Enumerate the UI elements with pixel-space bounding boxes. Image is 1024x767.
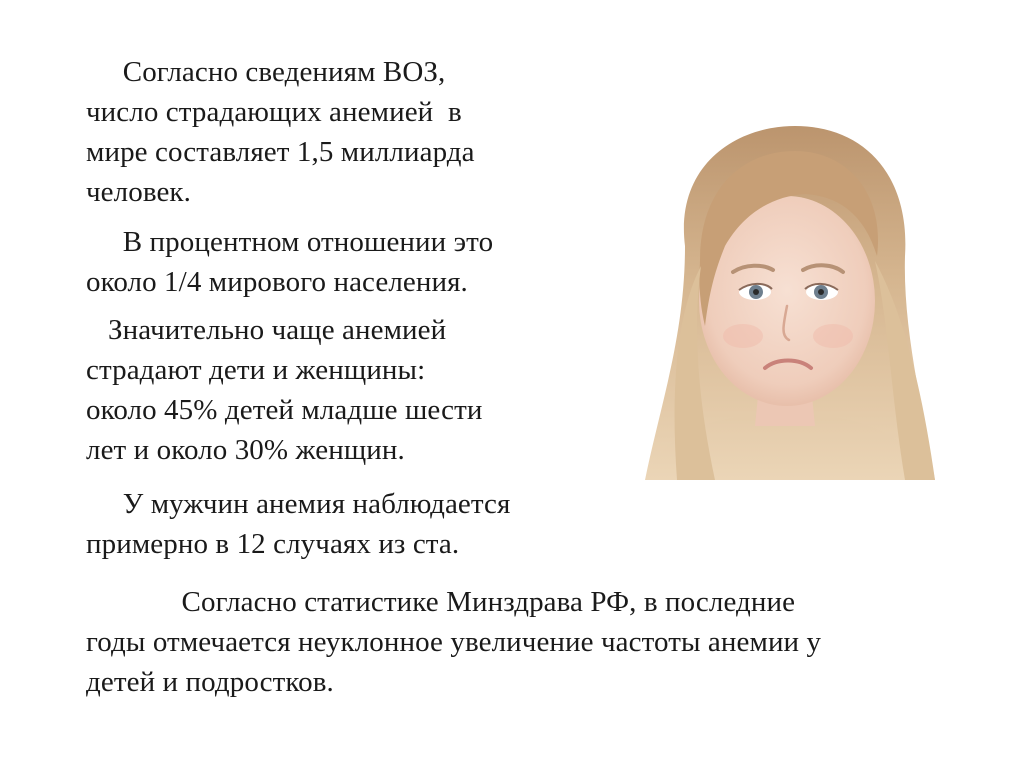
paragraph-ministry-statistics: Согласно статистике Минздрава РФ, в последние годы отмечается неуклонное увеличение частоты анемии у детей и подростков. [86,586,822,698]
paragraph-children-women: Значительно чаще анемией страдают дети и женщины: около 45% детей младше шести лет и около 30% женщин. [86,314,483,466]
girl-portrait-illustration [605,96,965,480]
girl-photo [605,96,965,480]
paragraph-percentage: В процентном отношении это около 1/4 мирового населения. [86,226,494,298]
paragraph-who-statistics: Согласно сведениям ВОЗ, число страдающих анемией в мире составляет 1,5 миллиарда человек. [86,56,475,208]
paragraph-men: У мужчин анемия наблюдается примерно в 12 случаях из ста. [86,488,511,560]
